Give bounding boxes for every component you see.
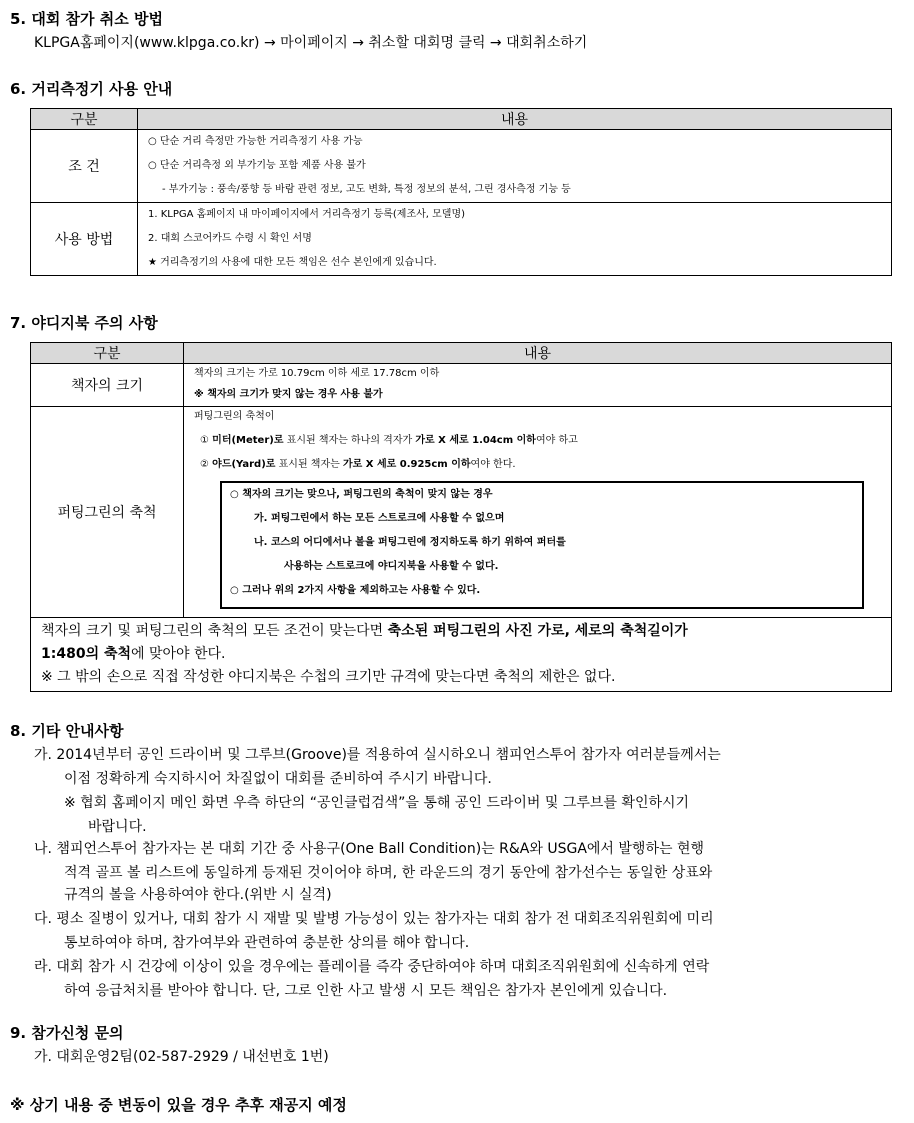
usage-line: ★ 거리측정기의 사용에 대한 모든 책임은 선수 본인에게 있습니다. [148, 257, 437, 268]
notice-line: 가. 2014년부터 공인 드라이버 및 그루브(Groove)를 적용하여 실시하오니 챔피언스투어 참가자 여러분들께서는 [34, 747, 721, 763]
section-5-title: 5. 대회 참가 취소 방법 [10, 10, 163, 28]
notice-line: ※ 협회 홈페이지 메인 화면 우측 하단의 “공인클럽검색”을 통해 공인 드라이버 및 그루브를 확인하시기 [64, 795, 690, 811]
notice-line: 바랍니다. [88, 819, 147, 835]
book-size-content [184, 364, 892, 407]
footer-line [41, 620, 891, 643]
usage-line: 2. 대회 스코어카드 수령 시 확인 서명 [148, 233, 312, 244]
section-6-title: 6. 거리측정기 사용 안내 [10, 80, 173, 98]
notice-line: 나. 챔피언스투어 참가자는 본 대회 기간 중 사용구(One Ball Condition)는 R&A와 USGA에서 발행하는 현행 [34, 841, 705, 857]
box-line: 나. 코스의 어디에서나 볼을 퍼팅그린에 정지하도록 하기 위하여 퍼터를 [254, 537, 566, 548]
book-size-warning: ※ 책자의 크기가 맞지 않는 경우 사용 불가 [194, 389, 383, 400]
green-scale-content [184, 407, 892, 618]
header-content: 내용 [184, 343, 892, 364]
footer-note: ※ 그 밖의 손으로 직접 작성한 야디지북은 수첩의 크기만 규격에 맞는다면 축척의 제한은 없다. [41, 669, 616, 685]
notice-line: 하여 응급처치를 받아야 합니다. 단, 그로 인한 사고 발생 시 모든 책임은 참가자 본인에게 있습니다. [64, 983, 668, 999]
meter-rule [184, 429, 891, 453]
header-content: 내용 [138, 109, 892, 130]
footer-line1-bold: 축소된 퍼팅그린의 사진 가로, 세로의 축척길이가 [387, 623, 688, 639]
notice-line: 다. 평소 질병이 있거나, 대회 참가 시 재발 및 발병 가능성이 있는 참가자는 대회 참가 전 대회조직위원회에 미리 [34, 911, 714, 927]
yardage-footer [31, 618, 892, 692]
usage-line: 1. KLPGA 홈페이지 내 마이페이지에서 거리측정기 등록(제조사, 모델명) [148, 209, 466, 220]
book-size-label: 책자의 크기 [31, 364, 184, 407]
footer-line2-text: 에 맞아야 한다. [131, 646, 226, 662]
footer-line [41, 643, 891, 666]
condition-content [138, 130, 892, 203]
meter-rule-number: ① [200, 435, 213, 446]
green-scale-label: 퍼팅그린의 축척 [31, 407, 184, 618]
box-line: ○ 책자의 크기는 맞으나, 퍼팅그린의 축척이 맞지 않는 경우 [230, 489, 493, 500]
yard-rule-text: 표시된 책자는 [275, 459, 343, 470]
header-category: 구분 [31, 109, 138, 130]
footer-line1-text: 책자의 크기 및 퍼팅그린의 축척의 모든 조건이 맞는다면 [41, 623, 388, 639]
yard-rule-end: 여야 한다. [470, 459, 516, 470]
yard-rule [184, 453, 891, 477]
rangefinder-table [30, 108, 892, 276]
scale-mismatch-box [220, 481, 864, 609]
header-category: 구분 [31, 343, 184, 364]
notice-line: 라. 대회 참가 시 건강에 이상이 있을 경우에는 플레이를 즉각 중단하여야 하며 대회조직위원회에 신속하게 연락 [34, 959, 710, 975]
section-8-title: 8. 기타 안내사항 [10, 722, 124, 740]
yard-rule-limit: 가로 X 세로 0.925cm 이하 [342, 459, 471, 470]
condition-line: ○ 단순 거리측정 외 부가기능 포함 제품 사용 불가 [148, 160, 366, 171]
condition-label: 조 건 [31, 130, 138, 203]
yard-rule-unit: 야드(Yard)로 [212, 459, 276, 470]
yard-rule-number: ② [200, 459, 213, 470]
box-line: ○ 그러나 위의 2가지 사항을 제외하고는 사용할 수 있다. [230, 585, 481, 596]
box-line: 가. 퍼팅그린에서 하는 모든 스트로크에 사용할 수 없으며 [254, 513, 505, 524]
notice-line: 통보하여야 하며, 참가여부와 관련하여 충분한 상의를 해야 합니다. [64, 935, 470, 951]
contact-line: 가. 대회운영2팀(02-587-2929 / 내선번호 1번) [34, 1049, 329, 1065]
box-line: 사용하는 스트로크에 야디지북을 사용할 수 없다. [284, 561, 499, 572]
usage-content [138, 203, 892, 276]
meter-rule-limit: 가로 X 세로 1.04cm 이하 [415, 435, 536, 446]
notice-line: 규격의 볼을 사용하여야 한다.(위반 시 실격) [64, 887, 332, 903]
meter-rule-text: 표시된 책자는 하나의 격자가 [283, 435, 416, 446]
section-7-title: 7. 야디지북 주의 사항 [10, 314, 158, 332]
yardage-book-table [30, 342, 892, 692]
meter-rule-unit: 미터(Meter)로 [212, 435, 284, 446]
book-size-line: 책자의 크기는 가로 10.79cm 이하 세로 17.78cm 이하 [194, 368, 440, 379]
section-5-body: KLPGA홈페이지(www.klpga.co.kr) → 마이페이지 → 취소할 대회명 클릭 → 대회취소하기 [34, 35, 588, 51]
condition-line: - 부가기능 : 풍속/풍향 등 바람 관련 정보, 고도 변화, 특정 정보의 분석, 그린 경사측정 기능 등 [162, 184, 571, 195]
meter-rule-end: 여야 하고 [535, 435, 578, 446]
scale-intro: 퍼팅그린의 축척이 [194, 411, 275, 422]
change-notice: ※ 상기 내용 중 변동이 있을 경우 추후 재공지 예정 [10, 1096, 347, 1114]
usage-label: 사용 방법 [31, 203, 138, 276]
condition-line: ○ 단순 거리 측정만 가능한 거리측정기 사용 가능 [148, 136, 363, 147]
footer-scale-ratio: 1:480의 축척 [41, 646, 132, 662]
notice-line: 적격 골프 볼 리스트에 동일하게 등재된 것이어야 하며, 한 라운드의 경기 동안에 참가선수는 동일한 상표와 [64, 865, 713, 881]
notice-line: 이점 정확하게 숙지하시어 차질없이 대회를 준비하여 주시기 바랍니다. [64, 771, 492, 787]
section-9-title: 9. 참가신청 문의 [10, 1024, 124, 1042]
